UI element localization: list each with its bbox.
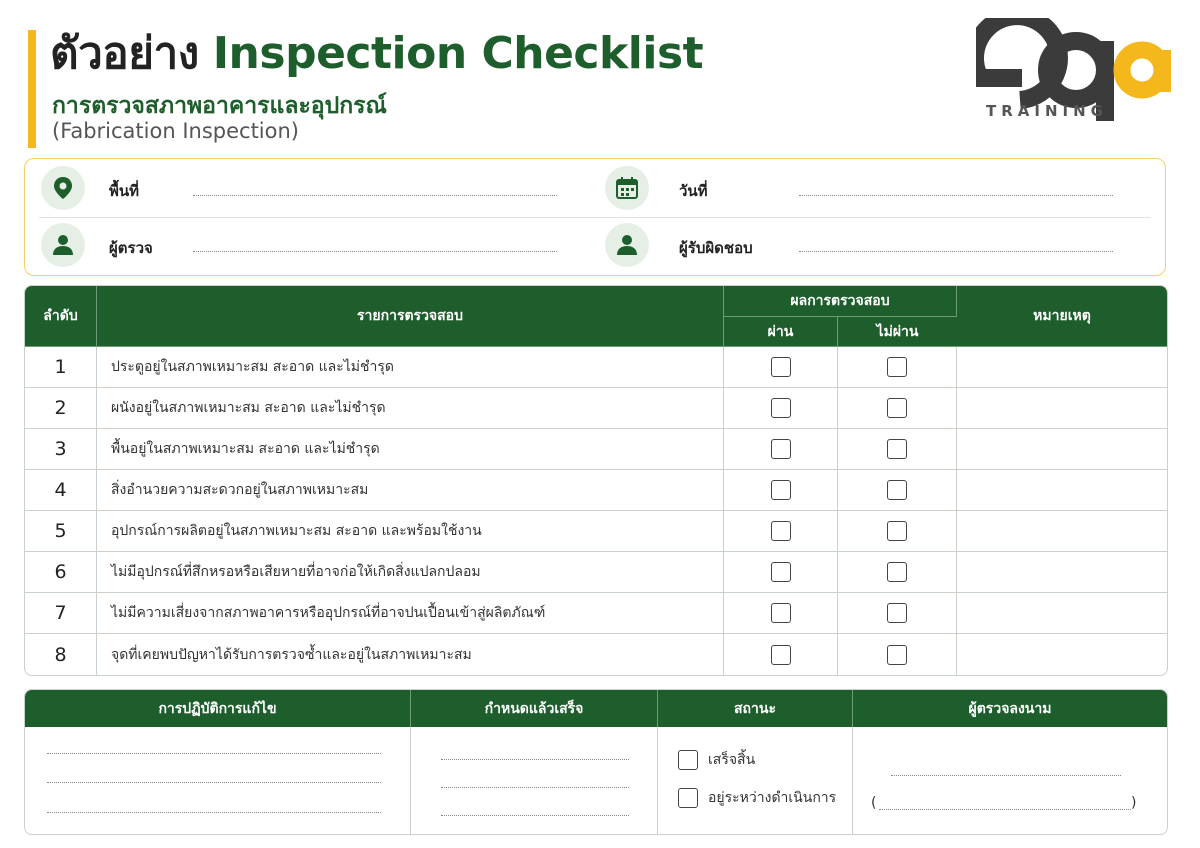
page-title (50, 24, 703, 84)
status-cell (658, 727, 853, 834)
header-result: ผลการตรวจสอบ (724, 286, 957, 317)
responsible-field[interactable] (799, 251, 1113, 252)
header-remark: หมายเหตุ (957, 286, 1167, 347)
row-number: 1 (25, 347, 97, 388)
table-row (25, 388, 1167, 429)
remark-cell[interactable] (957, 634, 1167, 675)
due-date-cell (411, 727, 658, 834)
header-corrective-action: การปฏิบัติการแก้ไข (25, 690, 411, 727)
area-label: พื้นที่ (109, 182, 140, 200)
pass-checkbox[interactable] (771, 521, 791, 541)
row-item-text: ไม่มีอุปกรณ์ที่สึกหรอหรือเสียหายที่อาจก่อให้เกิดสิ่งแปลกปลอม (97, 552, 724, 593)
inspection-info-panel (24, 158, 1166, 276)
person-icon (41, 223, 85, 267)
header-signature: ผู้ตรวจลงนาม (853, 690, 1167, 727)
remark-cell[interactable] (957, 470, 1167, 511)
row-item-text: อุปกรณ์การผลิตอยู่ในสภาพเหมาะสม สะอาด และพร้อมใช้งาน (97, 511, 724, 552)
row-item-text: พื้นอยู่ในสภาพเหมาะสม สะอาด และไม่ชำรุด (97, 429, 724, 470)
row-number: 3 (25, 429, 97, 470)
row-number: 6 (25, 552, 97, 593)
date-field[interactable] (799, 195, 1113, 196)
inspector-field[interactable] (193, 251, 557, 252)
header-accent-bar (28, 30, 36, 148)
status-done-checkbox[interactable] (678, 750, 698, 770)
person-icon (605, 223, 649, 267)
pass-checkbox[interactable] (771, 645, 791, 665)
row-number: 5 (25, 511, 97, 552)
corrective-action-line[interactable] (47, 753, 381, 754)
header-number: ลำดับ (25, 286, 97, 347)
header-due-date: กำหนดแล้วเสร็จ (411, 690, 658, 727)
remark-cell[interactable] (957, 552, 1167, 593)
fail-checkbox[interactable] (887, 357, 907, 377)
row-number: 4 (25, 470, 97, 511)
row-item-text: ประตูอยู่ในสภาพเหมาะสม สะอาด และไม่ชำรุด (97, 347, 724, 388)
header-item: รายการตรวจสอบ (97, 286, 724, 347)
row-number: 2 (25, 388, 97, 429)
fail-checkbox[interactable] (887, 603, 907, 623)
remark-cell[interactable] (957, 511, 1167, 552)
due-date-line[interactable] (441, 787, 629, 788)
table-row (25, 593, 1167, 634)
title-english: Inspection Checklist (212, 28, 704, 79)
status-option-done[interactable] (678, 749, 755, 771)
table-row (25, 470, 1167, 511)
table-row (25, 347, 1167, 388)
page-subtitle-english: (Fabrication Inspection) (52, 119, 299, 143)
inspection-checklist-table (24, 285, 1168, 676)
header-fail: ไม่ผ่าน (838, 317, 957, 347)
signature-line[interactable] (891, 775, 1121, 776)
fail-checkbox[interactable] (887, 645, 907, 665)
status-option-in-progress[interactable] (678, 787, 836, 809)
pass-checkbox[interactable] (771, 480, 791, 500)
header-status: สถานะ (658, 690, 853, 727)
title-thai: ตัวอย่าง (50, 28, 199, 79)
row-item-text: สิ่งอำนวยความสะดวกอยู่ในสภาพเหมาะสม (97, 470, 724, 511)
calendar-icon (605, 166, 649, 210)
signature-paren-open: ( (871, 795, 877, 811)
corrective-action-line[interactable] (47, 812, 381, 813)
remark-cell[interactable] (957, 593, 1167, 634)
info-divider (39, 217, 1151, 218)
pass-checkbox[interactable] (771, 398, 791, 418)
pass-checkbox[interactable] (771, 439, 791, 459)
status-in-progress-checkbox[interactable] (678, 788, 698, 808)
fail-checkbox[interactable] (887, 439, 907, 459)
location-pin-icon (41, 166, 85, 210)
corrective-action-table (24, 689, 1168, 835)
corrective-action-line[interactable] (47, 782, 381, 783)
fail-checkbox[interactable] (887, 480, 907, 500)
table-row (25, 552, 1167, 593)
pass-checkbox[interactable] (771, 357, 791, 377)
header-pass: ผ่าน (724, 317, 838, 347)
row-item-text: จุดที่เคยพบปัญหาได้รับการตรวจซ้ำและอยู่ในสภาพเหมาะสม (97, 634, 724, 675)
due-date-line[interactable] (441, 759, 629, 760)
status-done-label: เสร็จสิ้น (708, 752, 756, 768)
area-field[interactable] (193, 195, 557, 196)
signature-paren-close: ) (1131, 795, 1137, 811)
signature-name-line[interactable] (879, 809, 1131, 810)
date-label: วันที่ (679, 182, 708, 200)
page-subtitle: การตรวจสภาพอาคารและอุปกรณ์ (52, 93, 387, 119)
remark-cell[interactable] (957, 347, 1167, 388)
fail-checkbox[interactable] (887, 521, 907, 541)
table-row (25, 429, 1167, 470)
table-row (25, 634, 1167, 675)
row-number: 7 (25, 593, 97, 634)
remark-cell[interactable] (957, 388, 1167, 429)
row-item-text: ไม่มีความเสี่ยงจากสภาพอาคารหรืออุปกรณ์ที่อาจปนเปื้อนเข้าสู่ผลิตภัณฑ์ (97, 593, 724, 634)
pass-checkbox[interactable] (771, 603, 791, 623)
remark-cell[interactable] (957, 429, 1167, 470)
signature-cell (853, 727, 1167, 834)
fail-checkbox[interactable] (887, 562, 907, 582)
pass-checkbox[interactable] (771, 562, 791, 582)
table-row (25, 511, 1167, 552)
fail-checkbox[interactable] (887, 398, 907, 418)
logo-tagline: TRAINING (986, 102, 1108, 120)
corrective-action-cell (25, 727, 411, 834)
row-item-text: ผนังอยู่ในสภาพเหมาะสม สะอาด และไม่ชำรุด (97, 388, 724, 429)
row-number: 8 (25, 634, 97, 675)
status-in-progress-label: อยู่ระหว่างดำเนินการ (708, 790, 837, 806)
due-date-line[interactable] (441, 815, 629, 816)
inspector-label: ผู้ตรวจ (109, 239, 153, 257)
responsible-label: ผู้รับผิดชอบ (679, 239, 753, 257)
